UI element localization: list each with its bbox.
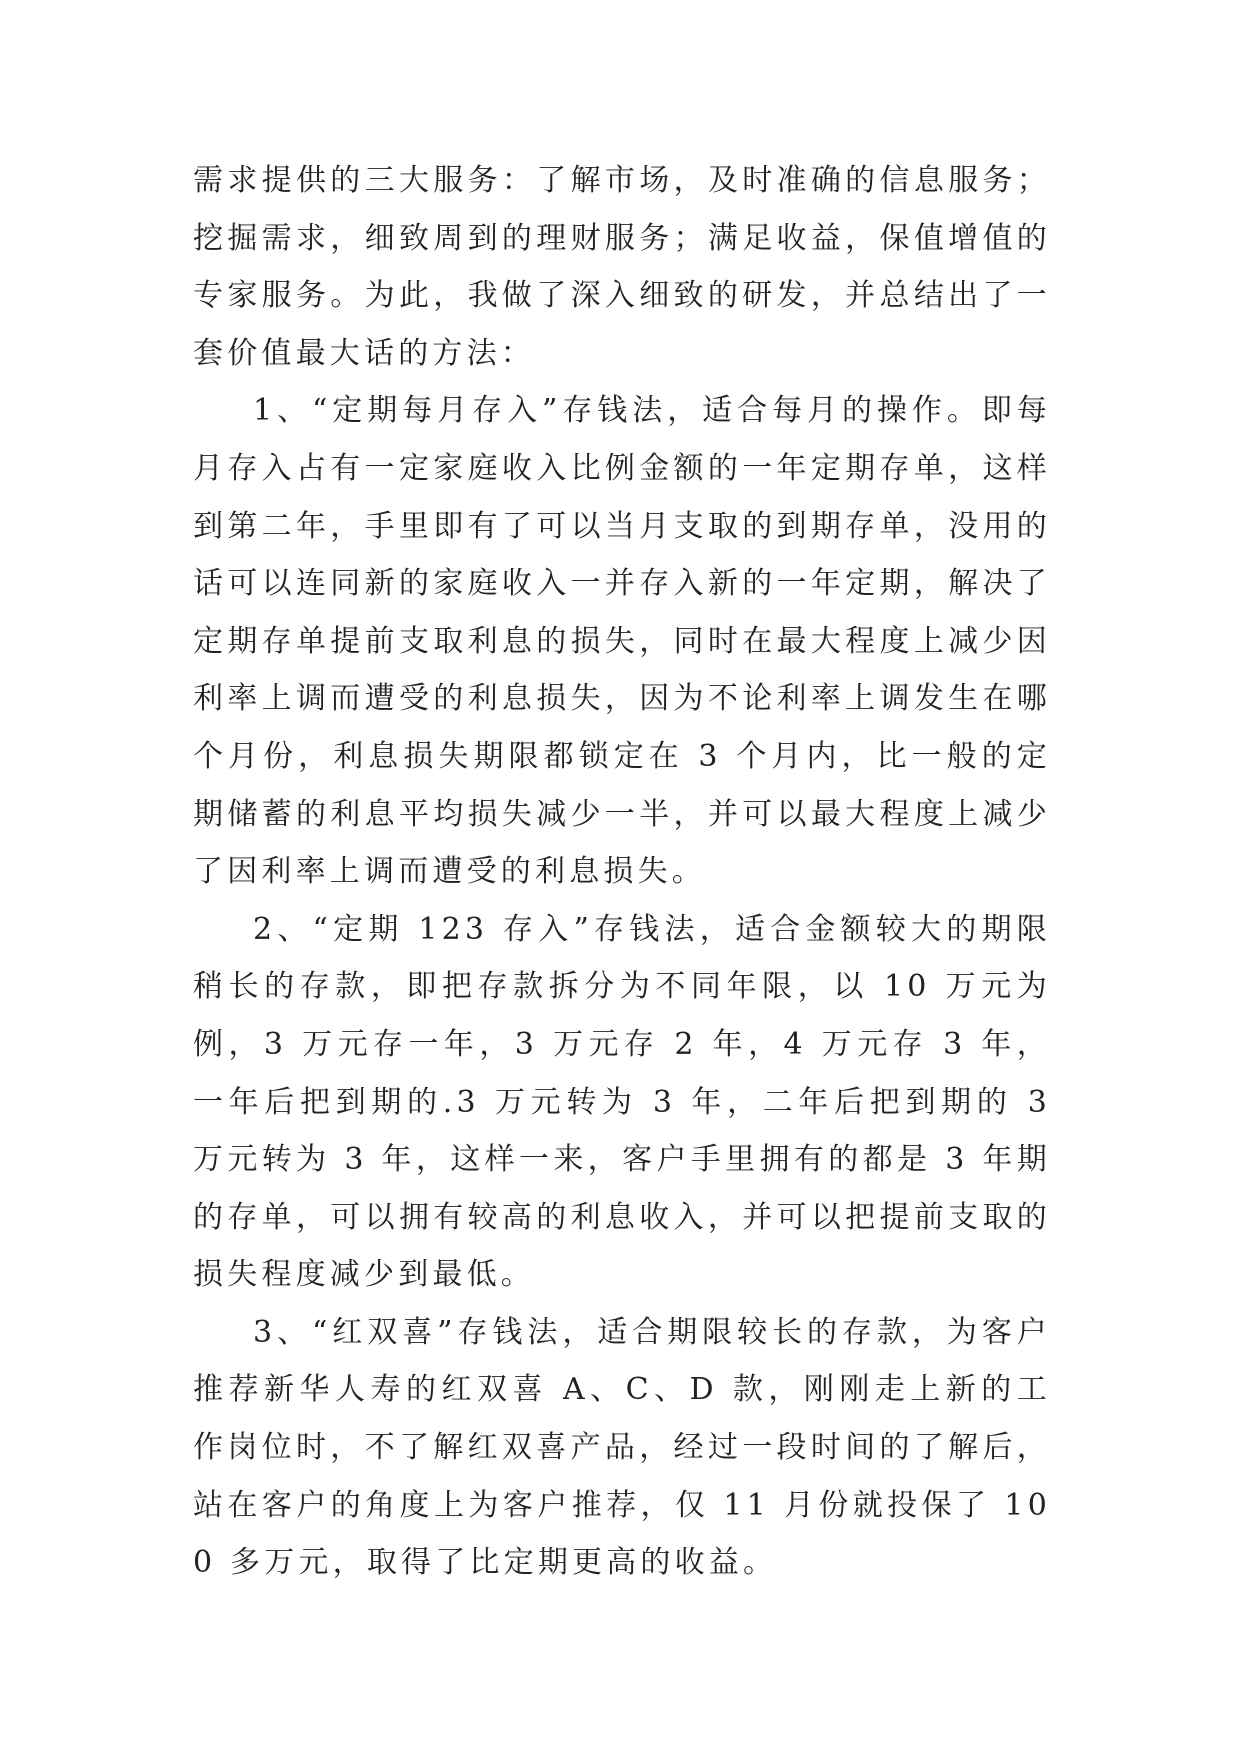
- paragraph-method-2: 2、“定期 123 存入”存钱法，适合金额较大的期限稍长的存款，即把存款拆分为不同年限，以 10 万元为例，3 万元存一年，3 万元存 2 年，4 万元存 3 年，一年后把到期的.3 万元转为 3 年，二年后把到期的 3 万元转为 3 年，这样一来，客户手里拥有的都是 3 年期的存单，可以拥有较高的利息收入，并可以把提前支取的损失程度减少到最低。: [193, 911, 1051, 1293]
- paragraph-intro: 需求提供的三大服务：了解市场，及时准确的信息服务；挖掘需求，细致周到的理财服务；满足收益，保值增值的专家服务。为此，我做了深入细致的研发，并总结出了一套价值最大话的方法：: [193, 163, 1051, 371]
- paragraph-method-3: 3、“红双喜”存钱法，适合期限较长的存款，为客户推荐新华人寿的红双喜 A、C、D 款，刚刚走上新的工作岗位时，不了解红双喜产品，经过一段时间的了解后，站在客户的角度上为客户推荐，仅 11 月份就投保了 100 多万元，取得了比定期更高的收益。: [193, 1314, 1051, 1581]
- document-body: [193, 152, 1051, 1592]
- paragraph-method-1: 1、“定期每月存入”存钱法，适合每月的操作。即每月存入占有一定家庭收入比例金额的一年定期存单，这样到第二年，手里即有了可以当月支取的到期存单，没用的话可以连同新的家庭收入一并存入新的一年定期，解决了定期存单提前支取利息的损失，同时在最大程度上减少因利率上调而遭受的利息损失，因为不论利率上调发生在哪个月份，利息损失期限都锁定在 3 个月内，比一般的定期储蓄的利息平均损失减少一半，并可以最大程度上减少了因利率上调而遭受的利息损失。: [193, 393, 1051, 890]
